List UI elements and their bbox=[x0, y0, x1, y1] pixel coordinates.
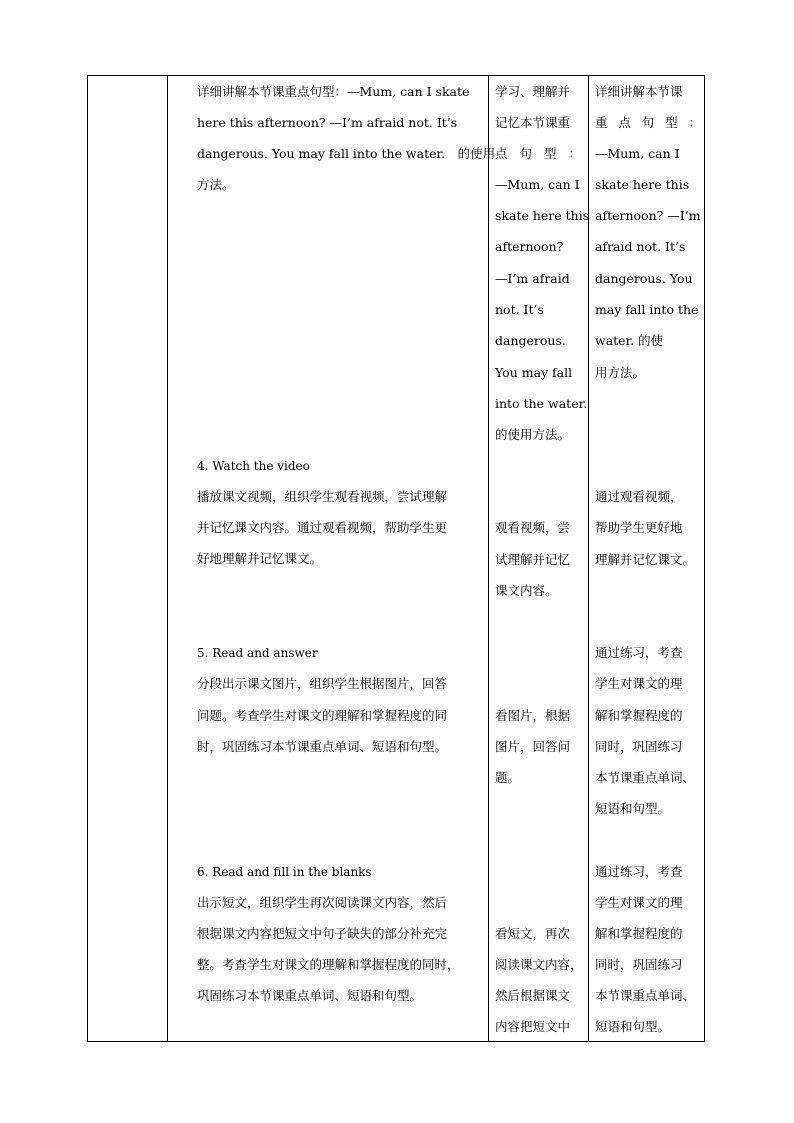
content-line: 根据课文内容把短文中句子缺失的部分补充完 bbox=[197, 926, 448, 941]
content-line: 详细讲解本节课重点句型：—Mum, can I skate bbox=[197, 84, 470, 99]
student-line: into the water. bbox=[495, 396, 588, 411]
content-line: 分段出示课文图片，组织学生根据图片，回答 bbox=[197, 676, 448, 691]
student-line: 观看视频，尝 bbox=[495, 520, 571, 535]
purpose-line: 解和掌握程度的 bbox=[595, 708, 683, 723]
student-line: 内容把短文中 bbox=[495, 1019, 571, 1034]
content-line: 时，巩固练习本节课重点单词、短语和句型。 bbox=[197, 739, 448, 754]
purpose-line: 通过练习，考查 bbox=[595, 864, 683, 879]
purpose-line: afternoon? —I’m bbox=[595, 208, 701, 223]
student-line: —Mum, can I bbox=[495, 177, 580, 192]
student-line: 点 句 型 ： bbox=[495, 146, 581, 161]
content-line: 并记忆课文内容。通过观看视频，帮助学生更 bbox=[197, 520, 448, 535]
column-divider bbox=[488, 75, 489, 1042]
purpose-line: 短语和句型。 bbox=[595, 801, 671, 816]
student-line: not. It’s bbox=[495, 302, 544, 317]
purpose-line: 短语和句型。 bbox=[595, 1019, 671, 1034]
purpose-line: 学生对课文的理 bbox=[595, 676, 683, 691]
student-line: 试理解并记忆 bbox=[495, 552, 571, 567]
student-line: 看图片，根据 bbox=[495, 708, 571, 723]
purpose-line: 本节课重点单词、 bbox=[595, 988, 696, 1003]
purpose-line: 理解并记忆课文。 bbox=[595, 552, 696, 567]
purpose-line: afraid not. It’s bbox=[595, 239, 686, 254]
student-line: —I’m afraid bbox=[495, 271, 570, 286]
student-line: You may fall bbox=[495, 365, 573, 380]
content-line: 出示短文，组织学生再次阅读课文内容，然后 bbox=[197, 895, 448, 910]
student-line: 记忆本节课重 bbox=[495, 115, 571, 130]
teacher-activity-column bbox=[197, 75, 496, 1042]
content-line: 巩固练习本节课重点单词、短语和句型。 bbox=[197, 988, 423, 1003]
purpose-line: 解和掌握程度的 bbox=[595, 926, 683, 941]
student-line: 图片，回答问 bbox=[495, 739, 571, 754]
purpose-line: 通过练习，考查 bbox=[595, 645, 683, 660]
purpose-line: may fall into the bbox=[595, 302, 699, 317]
content-line: 方法。 bbox=[197, 177, 235, 192]
purpose-line: 用方法。 bbox=[595, 365, 646, 380]
student-line: 看短文，再次 bbox=[495, 926, 571, 941]
content-line: here this afternoon? —I’m afraid not. It’s bbox=[197, 115, 458, 130]
purpose-line: —Mum, can I bbox=[595, 146, 680, 161]
purpose-line: 本节课重点单词、 bbox=[595, 770, 696, 785]
purpose-line: dangerous. You bbox=[595, 271, 693, 286]
content-line: 好地理解并记忆课文。 bbox=[197, 551, 323, 566]
section-heading: 6. Read and fill in the blanks bbox=[197, 865, 372, 879]
student-line: 阅读课文内容， bbox=[495, 957, 583, 972]
student-line: 然后根据课文 bbox=[495, 988, 571, 1003]
student-line: skate here this bbox=[495, 208, 590, 223]
content-line: dangerous. You may fall into the water. 的使用 bbox=[197, 146, 496, 161]
student-line: dangerous. bbox=[495, 333, 566, 348]
purpose-line: 同时，巩固练习 bbox=[595, 957, 683, 972]
design-purpose-column bbox=[595, 75, 703, 1042]
purpose-line: 重 点 句 型 ： bbox=[595, 115, 701, 130]
content-line: 整。考查学生对课文的理解和掌握程度的同时， bbox=[197, 957, 460, 972]
purpose-line: 同时，巩固练习 bbox=[595, 739, 683, 754]
purpose-line: water. 的使 bbox=[595, 333, 664, 348]
purpose-line: 详细讲解本节课 bbox=[595, 84, 683, 99]
column-divider bbox=[167, 75, 168, 1042]
purpose-line: 通过观看视频， bbox=[595, 489, 683, 504]
content-line: 问题。考查学生对课文的理解和掌握程度的同 bbox=[197, 708, 448, 723]
student-activity-column bbox=[495, 75, 590, 1042]
student-line: 课文内容。 bbox=[495, 583, 558, 598]
content-line: 播放课文视频，组织学生观看视频，尝试理解 bbox=[197, 489, 448, 504]
student-line: afternoon? bbox=[495, 239, 564, 254]
section-heading: 5. Read and answer bbox=[197, 646, 318, 660]
purpose-line: 帮助学生更好地 bbox=[595, 520, 683, 535]
section-heading: 4. Watch the video bbox=[197, 459, 310, 473]
student-line: 的使用方法。 bbox=[495, 427, 571, 442]
purpose-line: skate here this bbox=[595, 177, 690, 192]
student-line: 题。 bbox=[495, 770, 521, 785]
student-line: 学习、理解并 bbox=[495, 84, 571, 99]
purpose-line: 学生对课文的理 bbox=[595, 895, 683, 910]
